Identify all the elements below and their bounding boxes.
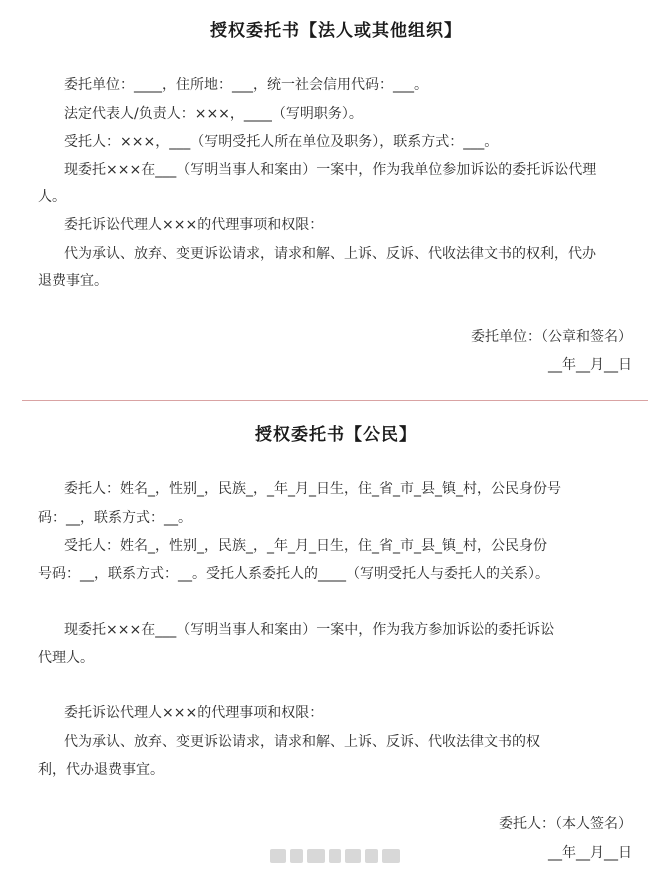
blurred-watermark — [270, 846, 400, 866]
doc2-line-scope-1: 代为承认、放弃、变更诉讼请求，请求和解、上诉、反诉、代收法律文书的权 — [64, 734, 540, 750]
doc1-date: __年__月__日 — [548, 357, 632, 373]
doc2-line-scope-heading: 委托诉讼代理人×××的代理事项和权限： — [64, 705, 324, 721]
doc2-date: __年__月__日 — [548, 845, 632, 861]
doc1-line-principal: 委托单位：____，住所地：___，统一社会信用代码：___。 — [64, 77, 428, 93]
doc1-line-scope-1: 代为承认、放弃、变更诉讼请求，请求和解、上诉、反诉、代收法律文书的权利，代办 — [64, 246, 596, 262]
doc1-line-legal-rep: 法定代表人/负责人：×××，____（写明职务）。 — [64, 106, 363, 122]
doc2-signature: 委托人：（本人签名） — [499, 816, 632, 832]
doc1-line-agent: 受托人：×××，___（写明受托人所在单位及职务），联系方式：___。 — [64, 134, 499, 150]
section-divider — [22, 400, 648, 401]
doc2-line-entrust-1: 现委托×××在___（写明当事人和案由）一案中，作为我方参加诉讼的委托诉讼 — [64, 622, 555, 638]
doc1-line-entrust-2: 人。 — [38, 189, 66, 205]
doc1-signature: 委托单位：（公章和签名） — [471, 329, 632, 345]
doc1-line-scope-heading: 委托诉讼代理人×××的代理事项和权限： — [64, 217, 324, 233]
doc1-title: 授权委托书【法人或其他组织】 — [210, 21, 462, 41]
doc1-line-entrust-1: 现委托×××在___（写明当事人和案由）一案中，作为我单位参加诉讼的委托诉讼代理 — [64, 162, 597, 178]
doc2-line-principal-2: 码：__，联系方式：__。 — [38, 510, 192, 526]
doc2-line-scope-2: 利，代办退费事宜。 — [38, 762, 164, 778]
doc2-line-entrust-2: 代理人。 — [38, 650, 94, 666]
doc1-line-scope-2: 退费事宜。 — [38, 273, 108, 289]
doc2-line-agent-1: 受托人：姓名_，性别_，民族_，_年_月_日生，住_省_市_县_镇_村，公民身份 — [64, 538, 547, 554]
doc2-title: 授权委托书【公民】 — [255, 425, 417, 445]
doc2-line-agent-2: 号码：__，联系方式：__。受托人系委托人的____（写明受托人与委托人的关系）。 — [38, 566, 549, 582]
doc2-line-principal-1: 委托人：姓名_，性别_，民族_，_年_月_日生，住_省_市_县_镇_村，公民身份号 — [64, 481, 561, 497]
